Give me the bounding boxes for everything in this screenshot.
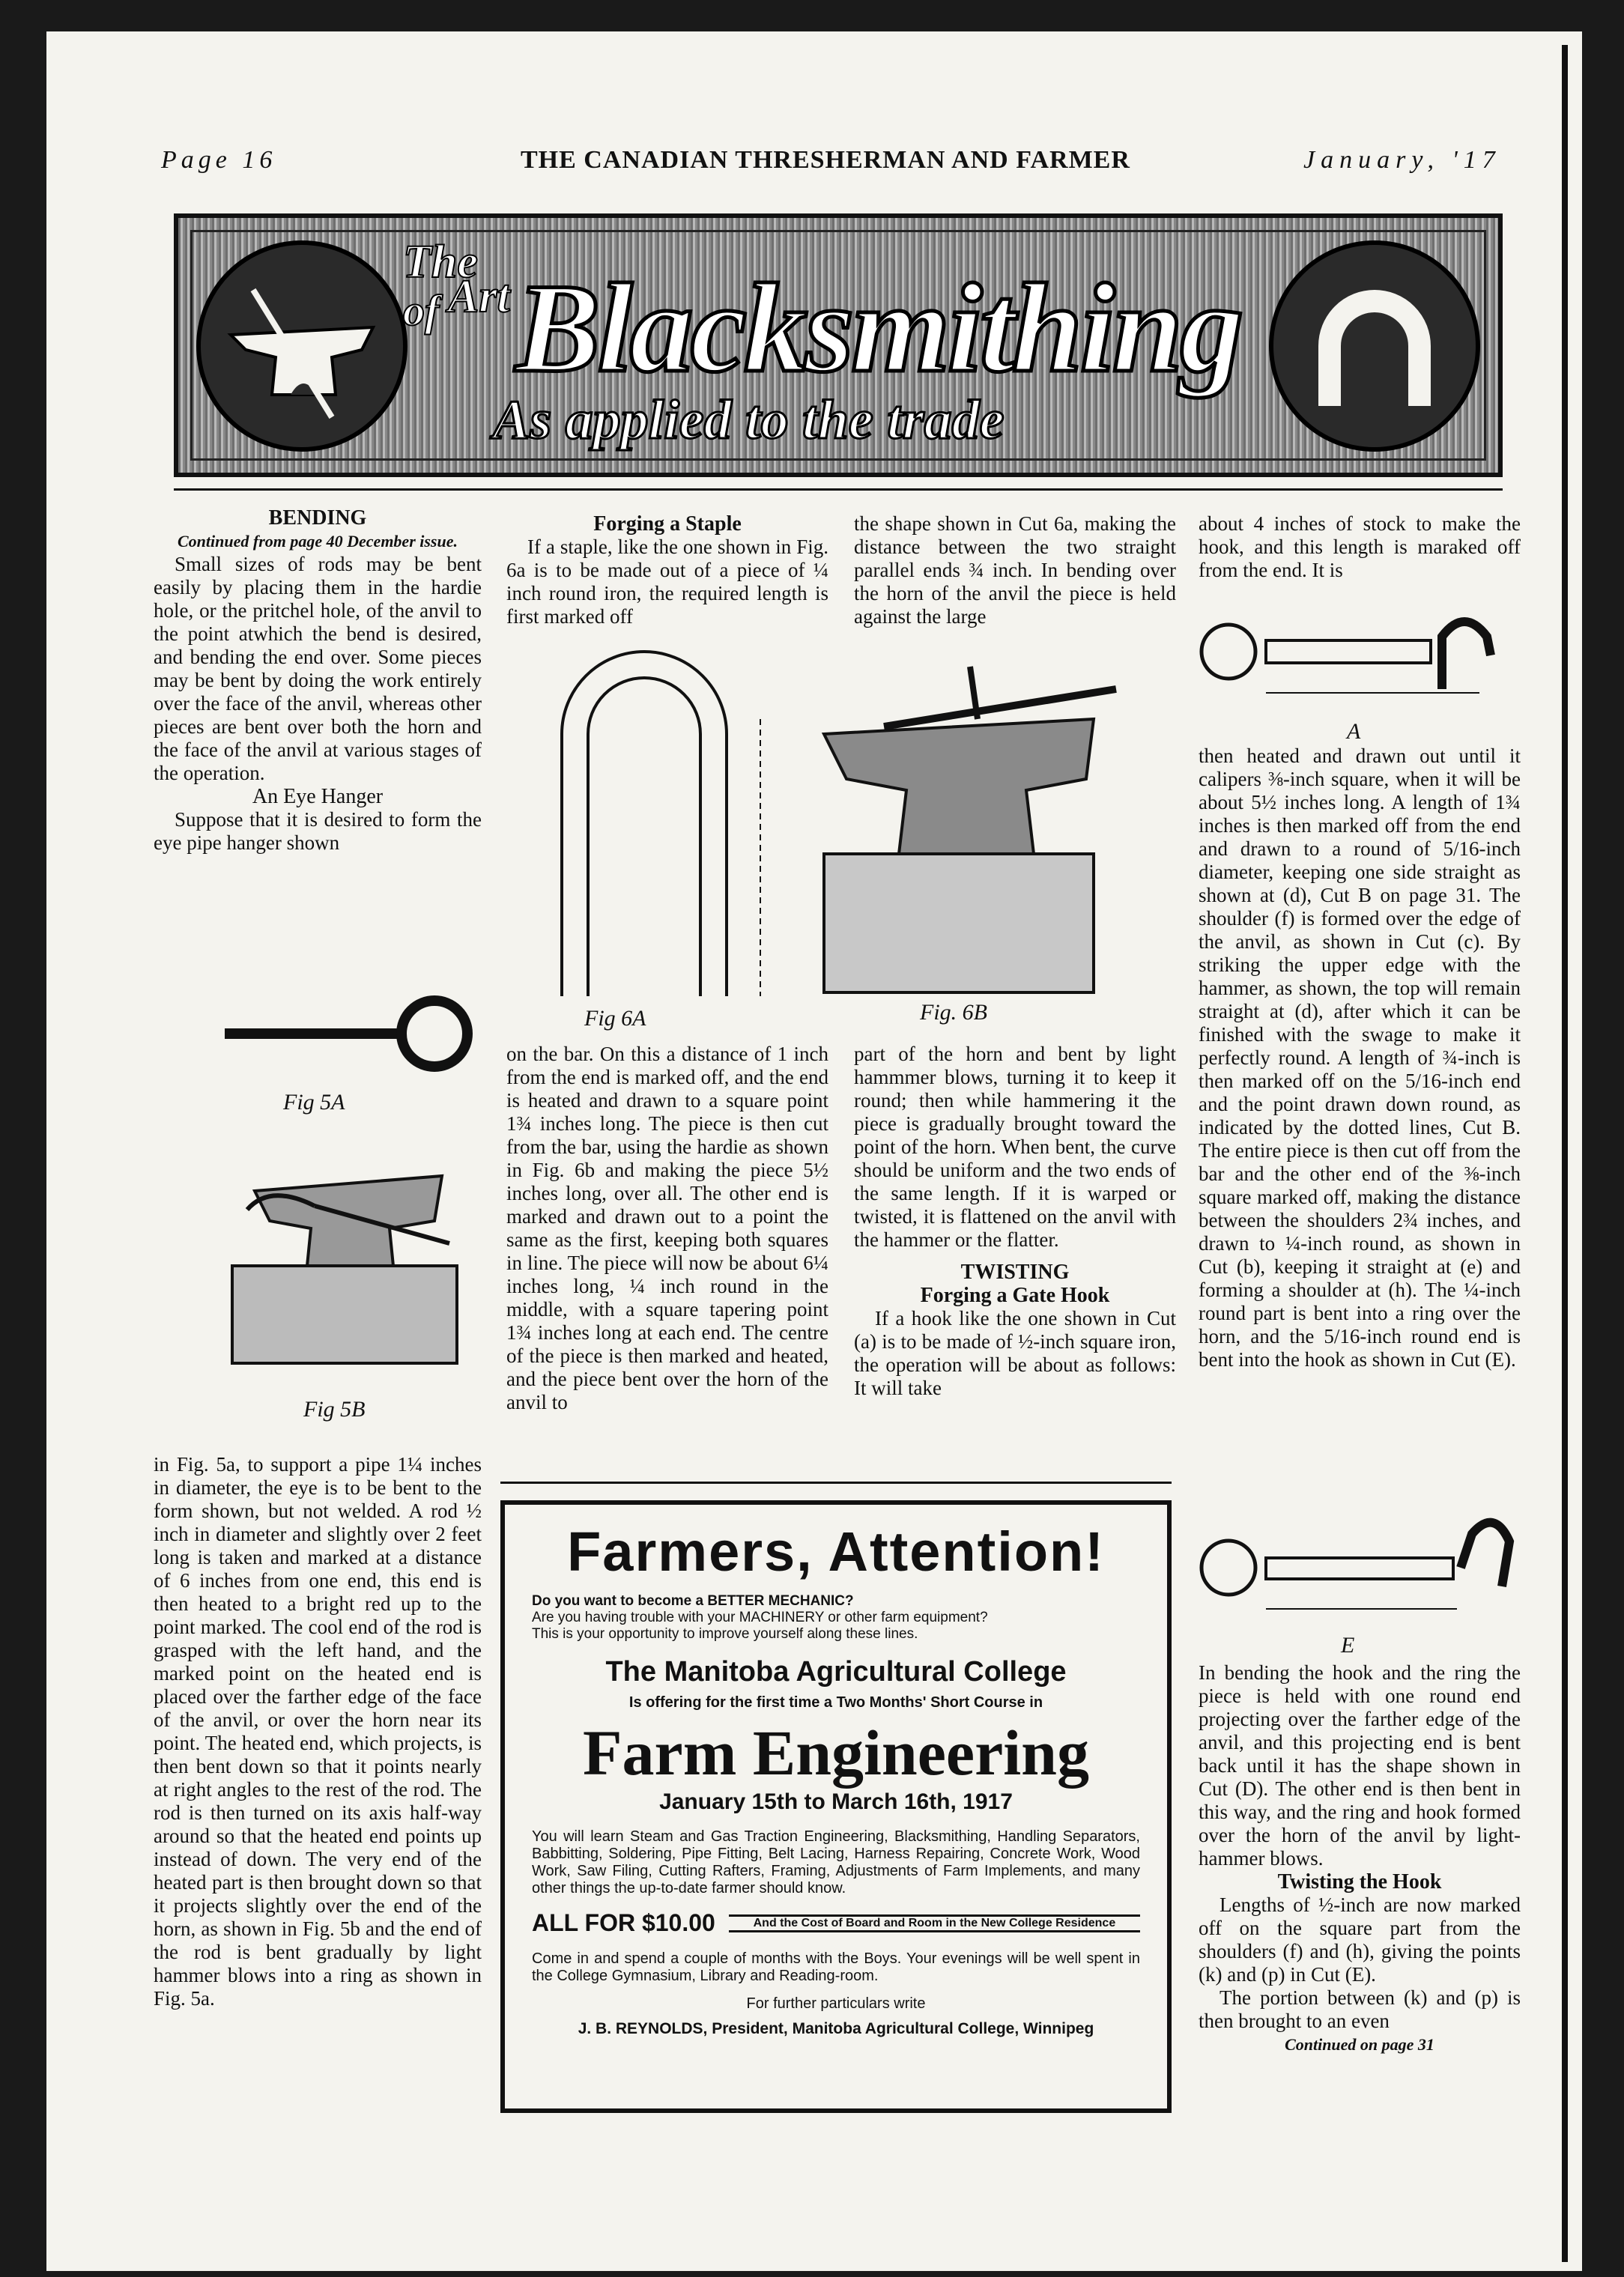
page-edge: [1562, 45, 1568, 2262]
cut-a-caption: A: [1347, 719, 1361, 744]
fig-6a-staple: [547, 644, 772, 1004]
page-number: Page 16: [161, 146, 277, 174]
heading-bending: BENDING: [268, 506, 367, 530]
publication-title: THE CANADIAN THRESHERMAN AND FARMER: [521, 146, 1130, 174]
paragraph: Small sizes of rods may be bent easily by placing them in the hardie hole, or the pritchel hole, of the anvil to the point atwhich the bend is desired, and bending the end over. Some pieces may be bent by doing the work entirely over the face of the anvil, whereas other pieces are bent over both the horn and the face of the anvil at various stages of the operation.: [154, 553, 482, 784]
heading-twisting: TWISTING: [960, 1261, 1070, 1284]
anvil-medallion: [196, 240, 407, 452]
fig-5a-caption: Fig 5A: [283, 1090, 345, 1115]
fig-6a-caption: Fig 6A: [584, 1006, 646, 1031]
paragraph: then heated and drawn out until it calipers ⅜-inch square, when it will be about 5½ inches long. A length of 1¾ inches is then marked off from the end and drawn to a round of 5/16-inch diameter, keeping one side straight as shown at (d), Cut B on page 31. The shoulder (f) is formed over the edge of the anvil, as shown in Cut (c). By striking the upper edge with the hammer, as shown, the top will remain straight at (d), after which it can be finished with the swage to make it perfectly round. A length of ¾-inch is then marked off on the 5/16-inch end and the point drawn down round, as indicated by the dotted lines, Cut B. The entire piece is then cut off from the bar and the other end of the ⅜-inch square marked off, making the distance between the shoulders 2¾ inches, and drawn to ¼-inch round, as shown in Cut (b), keeping it straight at (e) and forming a shoulder at (h). The ¼-inch round part is bent into a ring over the horn, and the 5/16-inch round end is bent into the hook as shown in Cut (E).: [1199, 745, 1521, 1371]
cut-e-gate-hook: [1195, 1504, 1524, 1616]
paragraph: in Fig. 5a, to support a pipe 1¼ inches in diameter, the eye is to be bent to the form shown, but not welded. A rod ½ inch in diameter and slightly over 2 feet long is taken and marked at a distance of 6 inches from one end, this end is then heated to a bright red up to the point marked. The cool end of the rod is grasped with the left hand, and the marked point on the heated end is placed over the farther edge of the face of the anvil, or over the horn near its point. The heated end, which projects, is then bent down so that it points nearly at right angles to the rest of the rod. The rod is then turned on its axis half-way around so that the heated end points up instead of down. The very end of the heated part is then brought down so that it projects slightly over the end of the horn, as shown in Fig. 5b and the end of the rod is bent gradually by light hammer blows into a ring as shown in Fig. 5a.: [154, 1453, 482, 2010]
heading-forging-staple: Forging a Staple: [593, 512, 742, 536]
banner-subtitle: As applied to the trade: [493, 389, 1005, 451]
anvil-icon: [201, 245, 403, 447]
paragraph: Suppose that it is desired to form the eye pipe hanger shown: [154, 808, 482, 854]
ad-price-row: [532, 1909, 1140, 1937]
paragraph: The portion between (k) and (p) is then brought to an even: [1199, 1986, 1521, 2032]
column-3-continued: [854, 1043, 1176, 1400]
ad-further: For further particulars write: [746, 1995, 926, 2012]
cut-a-gate-hook: [1195, 599, 1524, 704]
banner-title: Blacksmithing: [515, 258, 1241, 398]
column-2: [506, 512, 828, 628]
banner-word-the: The: [403, 237, 478, 288]
ad-top-rule: [500, 1482, 1172, 1484]
ad-college-name: The Manitoba Agricultural College: [605, 1656, 1067, 1688]
horseshoe-medallion: [1269, 240, 1480, 452]
ad-dates: January 15th to March 16th, 1917: [659, 1789, 1013, 1814]
ad-line: Do you want to become a BETTER MECHANIC?: [532, 1593, 854, 1609]
heading-gate-hook: Forging a Gate Hook: [920, 1284, 1110, 1307]
ad-signature: J. B. REYNOLDS, President, Manitoba Agricultural College, Winnipeg: [578, 2020, 1094, 2037]
paragraph: on the bar. On this a distance of 1 inch from the end is marked off, and the end is heated and drawn to a square point 1¾ inches long. The piece is then cut from the bar, using the hardie as shown in Fig. 6b and making the piece 5½ inches long, over all. The other end is marked and drawn out to a point the same as the first, keeping both squares in line. The piece will now be about 6¼ inches long, ¼ inch round in the middle, with a square tapering point 1¾ inches long at each end. The centre of the piece is then marked and heated, and the piece bent over the horn of the anvil to: [506, 1043, 828, 1413]
paragraph: If a staple, like the one shown in Fig. 6a is to be made out of a piece of ¼ inch round iron, the required length is first marked off: [506, 536, 828, 628]
ad-course-title: Farm Engineering: [583, 1717, 1089, 1789]
fig-5b-caption: Fig 5B: [303, 1397, 366, 1422]
ad-line: This is your opportunity to improve yourself along these lines.: [532, 1626, 918, 1642]
column-4: [1199, 512, 1521, 582]
column-1: [154, 506, 482, 855]
ad-price: ALL FOR $10.00: [532, 1909, 715, 1936]
college-advertisement: [500, 1500, 1172, 2113]
ad-offer: Is offering for the first time a Two Months' Short Course in: [628, 1694, 1043, 1711]
continued-note: Continued from page 40 December issue.: [178, 532, 458, 551]
banner-rule: [174, 488, 1503, 491]
column-4-continued: [1199, 745, 1521, 1371]
paragraph: part of the horn and bent by light hammmer blows, turning it to keep it round; then while hammering it the piece is gradually brought toward the point of the horn. When bent, the curve should be uniform and the two ends of the same length. If it is warped or twisted, it is flattened on the anvil with the hammer or the flatter.: [854, 1043, 1176, 1251]
banner-word-art: Art: [448, 271, 510, 322]
cut-e-caption: E: [1341, 1633, 1355, 1658]
horseshoe-icon: [1273, 245, 1476, 447]
paragraph: In bending the hook and the ring the piece is held with one round end projecting over the farther edge of the anvil, and this projecting end is bent back until it has the shape shown in Cut (D). The other end is then bent in this way, and the ring and hook formed over the horn of the anvil by light-hammer blows.: [1199, 1661, 1521, 1870]
banner-word-of: of: [403, 286, 440, 335]
ad-body: You will learn Steam and Gas Traction Engineering, Blacksmithing, Handling Separators, Babbitting, Soldering, Pipe Fitting, Belt Lacing, Harness Repairing, Concrete Work, Wood Work, Saw Filing, Cutting Rafters, Framing, Adjustments of Farm Implements, and many other things the up-to-date farmer should know.: [532, 1828, 1140, 1897]
fig-6b-anvil-hardie: [794, 644, 1146, 996]
column-2-continued: [506, 1043, 828, 1414]
paragraph: the shape shown in Cut 6a, making the distance between the two straight parallel ends ¾ inch. In bending over the horn of the anvil the piece is held against the large: [854, 512, 1176, 628]
ad-headline: Farmers, Attention!: [567, 1520, 1105, 1583]
paragraph: If a hook like the one shown in Cut (a) is to be made of ½-inch square iron, the operation will be about as follows: It will take: [854, 1307, 1176, 1399]
fig-5a-eye-hanger: [217, 992, 502, 1082]
paragraph: about 4 inches of stock to make the hook, and this length is maraked off from the end. It is: [1199, 512, 1521, 581]
column-1-continued: [154, 1453, 482, 2010]
paragraph: Lengths of ½-inch are now marked off on the square part from the shoulders (f) and (h), giving the points (k) and (p) in Cut (E).: [1199, 1894, 1521, 1986]
heading-twisting-hook: Twisting the Hook: [1277, 1870, 1442, 1894]
continued-note: Continued on page 31: [1285, 2035, 1434, 2054]
ad-come: Come in and spend a couple of months with the Boys. Your evenings will be well spent in the College Gymnasium, Library and Reading-room.: [532, 1950, 1140, 1984]
fig-6b-caption: Fig. 6B: [920, 1000, 987, 1025]
ad-line: Are you having trouble with your MACHINERY or other farm equipment?: [532, 1610, 988, 1625]
fig-5b-anvil: [225, 1138, 464, 1371]
column-4-end: [1199, 1661, 1521, 2056]
ad-price-note: And the Cost of Board and Room in the New College Residence: [729, 1914, 1140, 1932]
title-banner: [174, 213, 1503, 477]
issue-date: January, '17: [1303, 146, 1501, 174]
heading-eye-hanger: An Eye Hanger: [252, 785, 384, 808]
column-3: [854, 512, 1176, 628]
